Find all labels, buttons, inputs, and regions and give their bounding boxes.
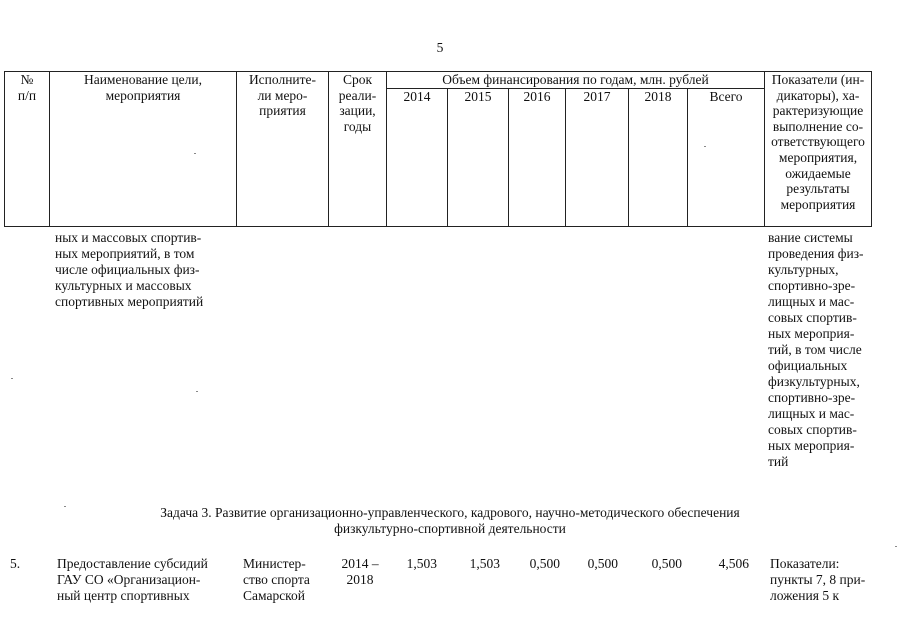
scan-speck (64, 506, 66, 507)
row-value-2018: 0,500 (651, 556, 682, 571)
header-year-2018: 2018 (644, 89, 672, 104)
scan-speck (196, 391, 198, 392)
row-value-total: 4,506 (718, 556, 749, 571)
continuation-indicator-line: спортивно-зре- (768, 390, 856, 405)
row-name-line: ный центр спортивных (57, 588, 190, 603)
continuation-indicator-line: тий (768, 454, 789, 469)
continuation-name-line: культурных и массовых (55, 278, 192, 293)
header-term: Срок реали- зации, годы (338, 72, 377, 134)
header-financing-title: Объем финансирования по годам, млн. рублей (442, 72, 709, 87)
continuation-indicator-line: проведения физ- (768, 246, 864, 261)
row-value-2016: 0,500 (529, 556, 560, 571)
task-heading (60, 505, 840, 536)
page-number: 5 (436, 40, 444, 55)
header-year-2015: 2015 (464, 89, 492, 104)
row-value-2015: 1,503 (469, 556, 500, 571)
continuation-indicator-line: ных мероприя- (768, 326, 855, 341)
continuation-indicator-line: спортивно-зре- (768, 278, 856, 293)
continuation-indicator-line: совых спортив- (768, 422, 857, 437)
row-indicator-line: ложения 5 к (770, 588, 840, 603)
row-name-line: Предоставление субсидий (57, 556, 208, 571)
header-executors: Исполните- ли меро- приятия (248, 72, 317, 119)
header-name: Наименование цели, мероприятия (83, 72, 203, 103)
task-heading-line: физкультурно-спортивной деятельности (334, 520, 566, 536)
continuation-indicator-line: официальных (768, 358, 848, 373)
row-indicator-line: Показатели: (770, 556, 840, 571)
scan-speck (11, 378, 13, 379)
continuation-indicator-line: совых спортив- (768, 310, 857, 325)
row-value-2014: 1,503 (406, 556, 437, 571)
continuation-indicator-line: культурных, (768, 262, 839, 277)
continuation-indicator-line: вание системы (768, 230, 853, 245)
continuation-name-line: ных и массовых спортив- (55, 230, 202, 245)
row-indicator-line: пункты 7, 8 при- (770, 572, 866, 587)
header-year-2017: 2017 (583, 89, 611, 104)
continuation-name-line: числе официальных физ- (55, 262, 200, 277)
header-num: № п/п (17, 72, 37, 103)
task-heading-line: Задача 3. Развитие организационно-управленческого, кадрового, научно-методического обеспечения (160, 505, 740, 520)
scan-speck (194, 153, 196, 154)
header-total: Всего (709, 89, 743, 104)
row-name-line: ГАУ СО «Организацион- (57, 572, 201, 587)
continuation-name-line: ных мероприятий, в том (55, 246, 195, 261)
row-number: 5. (10, 556, 21, 571)
continuation-name-line: спортивных мероприятий (55, 294, 204, 309)
scan-speck (704, 146, 706, 147)
continuation-indicator-line: лищных и мас- (768, 406, 855, 421)
row-executor-line: Министер- (243, 556, 306, 571)
continuation-indicator-line: лищных и мас- (768, 294, 855, 309)
header-year-2016: 2016 (523, 89, 551, 104)
row-term: 2014 – 2018 (341, 556, 379, 587)
continuation-indicator-line: тий, в том числе (768, 342, 862, 357)
continuation-indicator-line: физкультурных, (768, 374, 860, 389)
header-indicators: Показатели (ин- дикаторы), ха- рактеризующие выполнение со- ответствующего мероприятия, ожидаемые результаты мероприятия (771, 72, 865, 212)
row-executor-line: ство спорта (243, 572, 310, 587)
continuation-indicator-line: ных мероприя- (768, 438, 855, 453)
scan-speck (895, 546, 897, 547)
header-year-2014: 2014 (403, 89, 431, 104)
row-executor-line: Самарской (243, 588, 306, 603)
row-value-2017: 0,500 (587, 556, 618, 571)
